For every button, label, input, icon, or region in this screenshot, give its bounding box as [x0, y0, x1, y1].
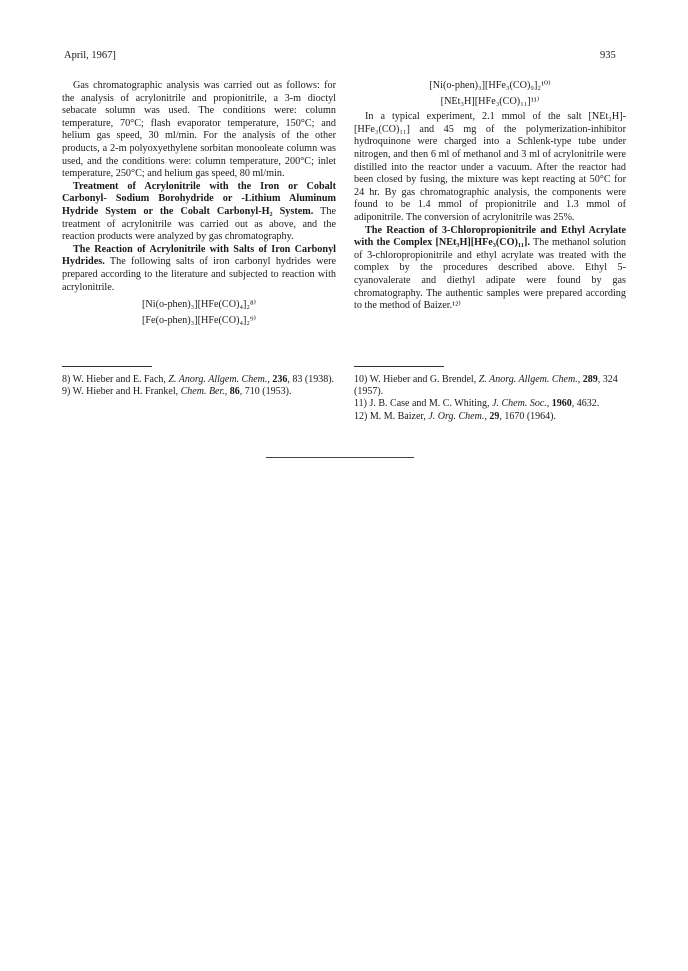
reference-11 — [354, 398, 626, 410]
reference-journal: J. Chem. Soc. — [492, 398, 547, 410]
footnote-divider — [62, 366, 152, 367]
reference-number: 11) — [354, 398, 367, 410]
running-header-date: April, 1967] — [64, 50, 116, 61]
section-reaction-iron-salts — [62, 244, 336, 294]
reference-separator: , — [224, 386, 230, 398]
reference-number: 12) — [354, 410, 368, 422]
reference-pages-year: , 83 (1938). — [287, 374, 335, 385]
reference-9 — [62, 386, 336, 398]
reference-8 — [62, 374, 336, 386]
section-text: The methanol solution of 3-chloropropionitrile and ethyl acrylate was treated with the complex by the procedures described above. Ethyl 5-cyanovalerate and diethyl adipate were found by gas chromatography. The authentic samples were prepared according to the method of Baizer.¹²⁾ — [354, 237, 626, 312]
reference-volume: 29 — [489, 410, 500, 422]
paragraph-gas-chromatography: Gas chromatographic analysis was carried out as follows: for the analysis of acrylonitrile and propionitrile, a 3-m dioctyl sebacate solumn was used. The conditions were: column temperature, 70°C; flash evaporator temperature, 150°C; and helium gas speed, 30 ml/min. For the analysis of the other products, a 2-m polyoxyethylene sorbitan monooleate column was used, and the conditions were: column temperature, 200°C; inlet temperature, 250°C; and helium gas speed, 80 ml/min. — [62, 80, 336, 180]
reference-authors: M. M. Baizer, — [367, 410, 429, 422]
section-heading: The Reaction of 3-Chloropropionitrile and Ethyl Acrylate with the Complex [NEt₃H][HFe₃(CO)₁₁]. — [354, 224, 626, 249]
formula-ni-phen-hfe-co4: [Ni(o-phen)₃][HFe(CO)₄]₂⁸⁾ — [141, 299, 257, 311]
reference-number: 10) — [354, 374, 368, 385]
page-number: 935 — [600, 50, 616, 61]
reference-journal: J. Org. Chem. — [428, 410, 485, 422]
reference-number: 8) — [62, 374, 71, 385]
reference-journal: Z. Anorg. Allgem. Chem. — [168, 374, 268, 385]
reference-separator: , — [267, 374, 273, 385]
reference-authors: J. B. Case and M. C. Whiting, — [366, 398, 493, 410]
reference-pages-year: , 324 (1957). — [354, 374, 618, 398]
section-chloropropionitrile — [354, 225, 626, 313]
reference-journal: Z. Anorg. Allgem. Chem. — [478, 374, 578, 385]
reference-authors: W. Hieber and E. Fach, — [70, 374, 169, 385]
footnotes-left — [62, 366, 336, 398]
reference-volume: 86 — [229, 386, 240, 398]
section-heading: Treatment of Acrylonitrile with the Iron or Cobalt Carbonyl- Sodium Borohydride or -Lithium Aluminum Hydride System or the Cobalt Carbonyl-H₂ System. — [62, 180, 336, 217]
reference-12 — [354, 411, 626, 423]
reference-separator: , — [577, 374, 583, 385]
reference-volume: 1960 — [551, 398, 572, 410]
formula-net3h-hfe3-co11: [NEt₃H][HFe₃(CO)₁₁]¹¹⁾ — [440, 95, 540, 107]
section-text: The treatment of acrylonitrile was carried out as above, and the reaction products were analyzed by gas chromatography. — [62, 205, 336, 243]
reference-pages-year: , 710 (1953). — [239, 386, 292, 398]
left-column — [62, 80, 336, 330]
paragraph-typical-experiment: In a typical experiment, 2.1 mmol of the salt [NEt₃H]-[HFe₃(CO)₁₁] and 45 mg of the polymerization-inhibitor hydroquinone were charged into a Schlenk-type tube under nitrogen, and then 6 ml of methanol and 3 ml of acrylonitrile were distilled into the reactor under a vacuum. After the reactor had been closed by fusing, the mixture was kept reacting at 50°C for 24 hr. By gas chromatographic analysis, the components were found to be 1.4 mmol of propionitrile and 1.3 mmol of adiponitrile. The conversion of acrylonitrile was 25%. — [354, 111, 626, 223]
right-column — [354, 80, 626, 313]
section-heading: The Reaction of Acrylonitrile with Salts of Iron Carbonyl Hydrides. — [62, 243, 336, 268]
reference-volume: 289 — [582, 374, 598, 385]
reference-10 — [354, 374, 626, 398]
reference-number: 9) — [62, 386, 71, 398]
reference-authors: W. Hieber and H. Frankel, — [70, 386, 181, 398]
formula-fe-phen-hfe-co4: [Fe(o-phen)₃][HFe(CO)₄]₂⁹⁾ — [141, 314, 257, 326]
reference-pages-year: , 4632. — [571, 398, 600, 410]
reference-separator: , — [484, 410, 490, 422]
section-text: The following salts of iron carbonyl hydrides were prepared according to the literature and subjected to reaction with acrylonitrile. — [62, 256, 336, 293]
reference-journal: Chem. Ber. — [180, 386, 225, 398]
reference-volume: 236 — [272, 374, 288, 385]
reference-separator: , — [546, 398, 552, 410]
end-of-article-rule — [266, 457, 414, 458]
reference-pages-year: , 1670 (1964). — [499, 410, 557, 422]
footnote-divider — [354, 366, 444, 367]
footnotes-right — [354, 366, 626, 423]
formula-ni-phen-hfe3-co9: [Ni(o-phen)₃][HFe₃(CO)₉]₂¹⁰⁾ — [429, 80, 551, 91]
section-treatment-acrylonitrile — [62, 181, 336, 244]
reference-authors: W. Hieber and G. Brendel, — [367, 374, 479, 385]
